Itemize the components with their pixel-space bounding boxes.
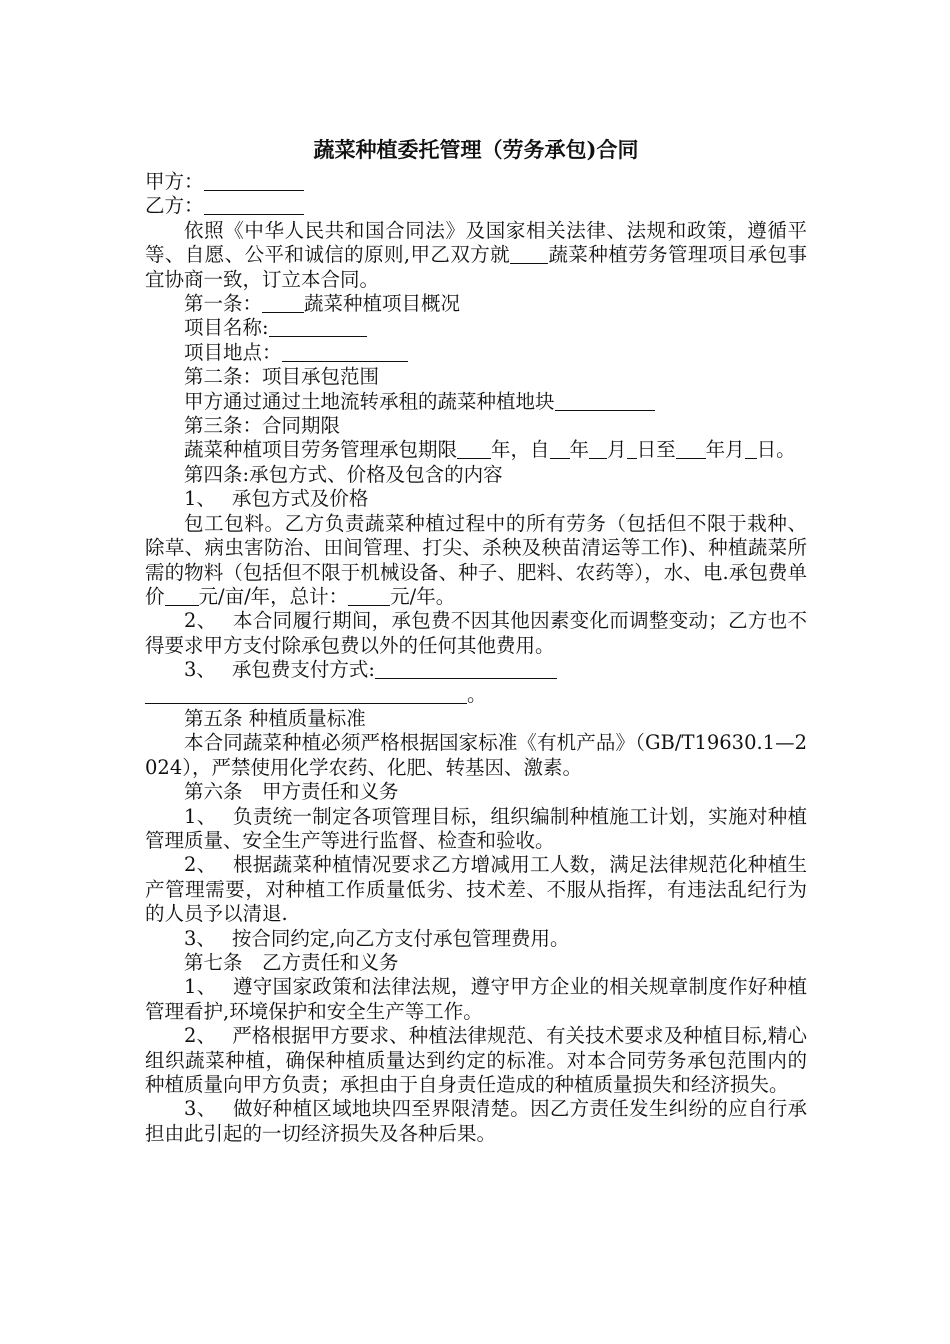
article-4-item-1-body: 包工包料。乙方负责蔬菜种植过程中的所有劳务（包括但不限于栽种、除草、病虫害防治、田间管理、打尖、杀秧及秧苗清运等工作)、种植蔬菜所需的物料（包括但不限于机械设备、种子、肥料、农药等），水、电.承包费单价 元/亩/年，总计： 元/年。 — [145, 511, 807, 608]
end-month-blank — [745, 440, 757, 459]
party-a-line — [145, 170, 807, 194]
article-3-body: 蔬菜种植项目劳务管理承包期限 年，自 年 月 日至 年月 日。 — [184, 438, 796, 462]
start-year-blank — [550, 440, 570, 459]
intro-paragraph: 依照《中华人民共和国合同法》及国家相关法律、法规和政策，遵循平等、自愿、公平和诚信的原则,甲乙双方就 蔬菜种植劳务管理项目承包事宜协商一致，订立本合同。 — [145, 218, 807, 291]
party-a-blank — [204, 172, 304, 191]
term-years-blank — [457, 440, 491, 459]
project-name-blank — [269, 318, 367, 337]
party-b-label: 乙方： — [145, 194, 204, 218]
article-6-heading: 第六条 甲方责任和义务 — [184, 780, 399, 804]
article-6-item-2: 2、 根据蔬菜种植情况要求乙方增减用工人数，满足法律规范化种植生产管理需要，对种植工作质量低劣、技术差、不服从指挥，有违法乱纪行为的人员予以清退. — [145, 853, 807, 926]
article-3-heading: 第三条：合同期限 — [184, 414, 341, 438]
payment-method-blank — [375, 660, 557, 679]
intro-blank — [510, 245, 548, 264]
article-4-item-1-heading: 1、 承包方式及价格 — [184, 487, 369, 511]
article-7-heading: 第七条 乙方责任和义务 — [184, 951, 399, 974]
start-day-blank — [627, 440, 637, 459]
article-1-heading: 第一条： 蔬菜种植项目概况 — [184, 292, 461, 316]
article-4-item-2: 2、 本合同履行期间，承包费不因其他因素变化而调整变动；乙方也不得要求甲方支付除承包费以外的任何其他费用。 — [145, 609, 807, 657]
contract-page — [145, 128, 807, 1146]
article-2-heading: 第二条：项目承包范围 — [184, 365, 380, 389]
article-2-body: 甲方通过通过土地流转承租的蔬菜种植地块 — [145, 390, 807, 414]
article-7-item-1: 1、 遵守国家政策和法律法规，遵守甲方企业的相关规章制度作好种植管理看护,环境保护和安全生产等工作。 — [145, 975, 807, 1023]
start-month-blank — [589, 440, 607, 459]
article-4-item-3: 3、 承包费支付方式: — [145, 658, 807, 682]
article-4-item-3-continued: 。 — [145, 683, 807, 707]
party-b-blank — [204, 196, 304, 215]
total-blank — [348, 587, 390, 606]
party-b-line — [145, 194, 807, 218]
end-year-blank — [676, 440, 706, 459]
project-name-line: 项目名称: — [145, 316, 807, 340]
article-5-body: 本合同蔬菜种植必须严格根据国家标准《有机产品》（GB/T19630.1—2024），严禁使用化学农药、化肥、转基因、激素。 — [145, 731, 807, 779]
unit-price-blank — [165, 587, 199, 606]
article-7-item-3: 3、 做好种植区域地块四至界限清楚。因乙方责任发生纠纷的应自行承担由此引起的一切经济损失及各种后果。 — [145, 1097, 807, 1145]
article-2-blank — [555, 392, 655, 411]
article-4-heading: 第四条:承包方式、价格及包含的内容 — [184, 462, 503, 486]
article-6-item-1: 1、 负责统一制定各项管理目标，组织编制种植施工计划，实施对种植管理质量、安全生产等进行监督、检查和验收。 — [145, 804, 807, 852]
project-location-blank — [282, 343, 408, 362]
project-location-line: 项目地点： — [145, 341, 807, 365]
article-5-heading: 第五条 种植质量标准 — [184, 706, 366, 730]
document-title: 蔬菜种植委托管理（劳务承包)合同 — [313, 137, 639, 162]
article-1-blank — [262, 294, 304, 313]
payment-method-blank-2 — [145, 685, 467, 704]
article-7-item-2: 2、 严格根据甲方要求、种植法律规范、有关技术要求及种植目标,精心组织蔬菜种植，确保种植质量达到约定的标准。对本合同劳务承包范围内的种植质量向甲方负责；承担由于自身责任造成的种植质量损失和经济损失。 — [145, 1024, 807, 1097]
article-6-item-3: 3、 按合同约定,向乙方支付承包管理费用。 — [184, 926, 570, 950]
party-a-label: 甲方： — [145, 170, 204, 193]
